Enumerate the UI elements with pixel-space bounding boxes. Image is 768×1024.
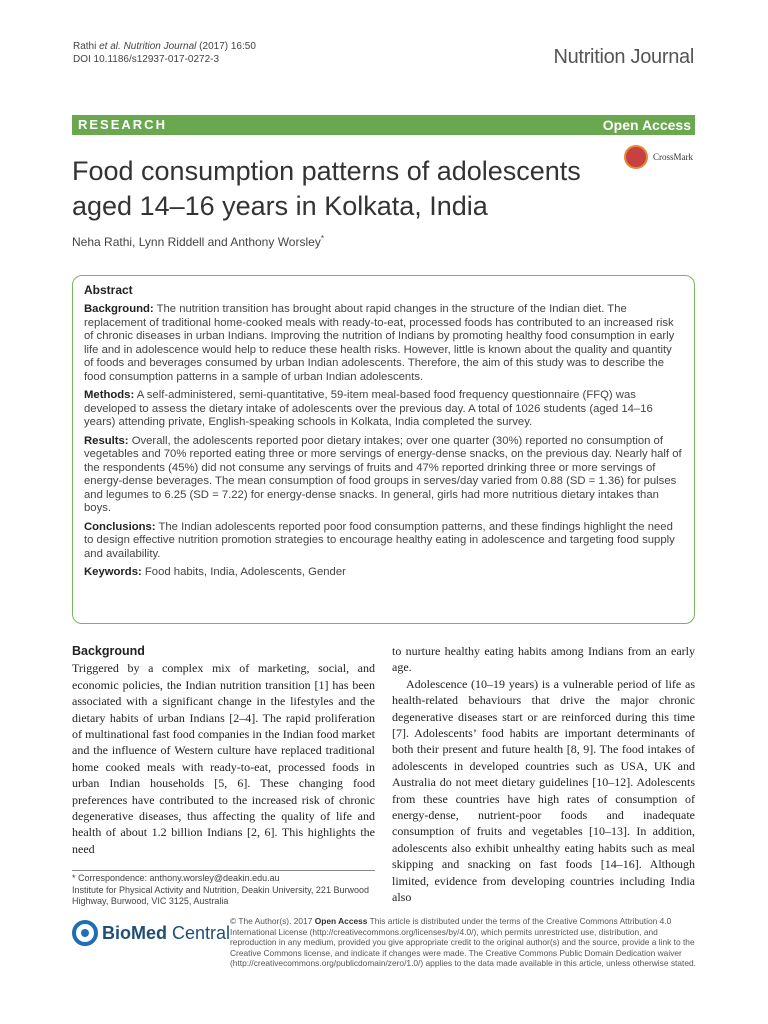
- abstract-box: [72, 275, 695, 624]
- license-text: This article is distributed under the terms of the Creative Commons Attribution 4.0 International License (http://creativecommons.org/licenses/by/4.0/), which permits unrestricted use, distribution, and reproduction in any medium, provided you give appropriate credit to the original author(s) and the source, provide a link to the Creative Commons license, and indicate if changes were made. The Creative Commons Public Domain Dedication waiver (http://creativecommons.org/publicdomain/zero/1.0/) applies to the data made available in this article, unless otherwise stated.: [230, 916, 696, 969]
- body-right-column: [392, 643, 695, 906]
- footnote: [72, 870, 375, 908]
- license-open-access: Open Access: [314, 916, 368, 926]
- background-label: Background:: [84, 303, 154, 315]
- citation-year: (2017) 16:50: [196, 41, 256, 52]
- article-type-banner: [72, 115, 695, 135]
- background-text: The nutrition transition has brought about rapid changes in the structure of the Indian diet. The replacement of traditional home-cooked meals with ready-to-eat, processed foods has contributed to an increased risk of chronic diseases in urban Indians. Improving the nutrition of Indians by promoting healthy food consumption in early life and in adolescence would help to reduce these health risks. However, little is known about the quality and quantity of foods and beverages consumed by urban Indian adolescents. Therefore, the aim of this study was to describe the food consumption patterns in a sample of urban Indian adolescents.: [84, 303, 675, 383]
- abstract-methods: [84, 389, 682, 430]
- author-names: Neha Rathi, Lynn Riddell and Anthony Worsley: [72, 235, 321, 249]
- publisher-name-rest: Central: [167, 923, 231, 943]
- results-text: Overall, the adolescents reported poor dietary intakes; over one quarter (30%) reported no consumption of vegetables and 70% reported eating three or more servings of energy-dense snacks, on the previous day. Nearly half of the respondents (45%) did not consume any servings of fruits and 47% reported drinking three or more servings of energy-dense beverages. The mean consumption of food groups in serves/day varied from 0.88 (SD = 1.36) for pulses and legumes to 6.25 (SD = 7.22) for energy-dense snacks. In general, girls had more nutritious dietary intakes than boys.: [84, 434, 682, 514]
- article-title: Food consumption patterns of adolescents aged 14–16 years in Kolkata, India: [72, 156, 581, 221]
- author-list: [72, 234, 324, 249]
- abstract-conclusions: [84, 521, 682, 562]
- publisher-logo[interactable]: [72, 920, 231, 950]
- article-type-label: RESEARCH: [78, 117, 167, 132]
- abstract-background: [84, 303, 682, 384]
- conclusions-label: Conclusions:: [84, 520, 156, 533]
- body-paragraph: to nurture healthy eating habits among Indians from an early age.: [392, 644, 695, 675]
- conclusions-text: The Indian adolescents reported poor food consumption patterns, and these findings highlight the need to design effective nutrition promotion strategies to encourage healthy eating in adolescence and targeting food supply and availability.: [84, 520, 675, 560]
- section-heading-background: Background: [72, 644, 145, 658]
- keywords-label: Keywords:: [84, 566, 142, 578]
- abstract-heading: Abstract: [84, 283, 133, 297]
- doi: DOI 10.1186/s12937-017-0272-3: [73, 54, 220, 65]
- crossmark-icon: [624, 145, 648, 169]
- publisher-name: [102, 923, 230, 944]
- crossmark-label: CrossMark: [653, 152, 693, 162]
- citation-authors: Rathi: [73, 41, 100, 52]
- abstract-keywords: [84, 566, 682, 580]
- affiliation: Institute for Physical Activity and Nutrition, Deakin University, 221 Burwood Highway, Burwood, VIC 3125, Australia: [72, 884, 369, 906]
- crossmark-badge[interactable]: [624, 145, 696, 173]
- license-prefix: © The Author(s). 2017: [230, 916, 315, 926]
- journal-name: Nutrition Journal: [553, 46, 694, 68]
- biomed-central-icon: [72, 920, 98, 946]
- correspondence[interactable]: * Correspondence: anthony.worsley@deakin.edu.au: [72, 873, 280, 883]
- body-left-column: [72, 643, 375, 857]
- corresponding-author-mark: *: [320, 234, 324, 243]
- results-label: Results:: [84, 434, 129, 447]
- citation-header: [73, 40, 256, 66]
- citation-journal: et al. Nutrition Journal: [99, 41, 197, 52]
- license-statement: [230, 916, 696, 969]
- body-paragraph: Triggered by a complex mix of marketing, social, and economic policies, the Indian nutrition transition [1] has been associated with a significant change in the lifestyles and the dietary habits of urban Indians [2–4]. The rapid proliferation of multinational fast food companies in the Indian food market and the influence of Western culture have replaced traditional home cooked meals with ready-to-eat, processed foods in urban Indian households [5, 6]. These changing food preferences have contributed to the increased risk of chronic degenerative diseases, thus affecting the quality of life and health of about 1.2 billion Indians [2, 6]. This highlights the need: [72, 661, 375, 856]
- abstract-results: [84, 435, 682, 516]
- methods-label: Methods:: [84, 389, 135, 401]
- body-paragraph: Adolescence (10–19 years) is a vulnerable period of life as health-related behaviours that drive the major chronic degenerative diseases start or are reinforced during this time [7]. Adolescents’ food habits are important determinants of both their present and future health [8, 9]. The food intakes of adolescents in developed countries such as USA, UK and Australia do not meet dietary guidelines [10–12]. Adolescents from these countries have high rates of consumption of energy-dense, nutrient-poor foods and inadequate consumption of fruits and vegetables [10–13]. In addition, adolescents also exhibit unhealthy eating habits such as meal skipping and snacking on fast foods [14–16]. Although limited, evidence from developing countries including India also: [392, 676, 695, 905]
- keywords-text: Food habits, India, Adolescents, Gender: [141, 566, 346, 578]
- publisher-name-bold: BioMed: [102, 923, 167, 943]
- methods-text: A self-administered, semi-quantitative, 59-item meal-based food frequency questionnaire (FFQ) was developed to assess the dietary intake of adolescents over the previous day. A total of 1026 students (aged 14–16 years) attending private, English-speaking schools in Kolkata, India completed the survey.: [84, 389, 653, 428]
- open-access-label: Open Access: [602, 117, 691, 133]
